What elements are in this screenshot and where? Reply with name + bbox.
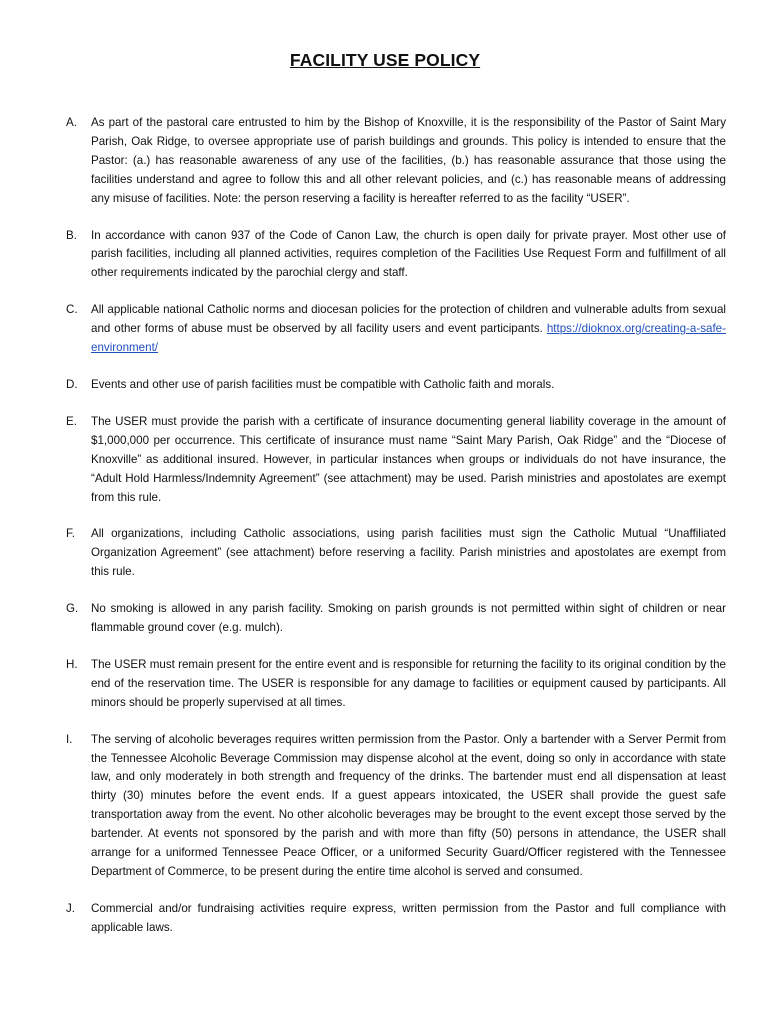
item-text: In accordance with canon 937 of the Code of Canon Law, the church is open daily for private prayer. Most other use of parish facilities, including all planned activities, requires completion of the Facilities Use Request Form and fulfillment of all other requirements indicated by the parochial clergy and staff. xyxy=(91,228,726,280)
policy-item-h xyxy=(66,656,726,713)
policy-item-i xyxy=(66,731,726,882)
policy-item-b xyxy=(66,227,726,284)
item-text: The USER must remain present for the entire event and is responsible for returning the facility to its original condition by the end of the reservation time. The USER is responsible for any damage to facilities or equipment caused by participants. All minors should be properly supervised at all times. xyxy=(91,657,726,709)
policy-item-j xyxy=(66,900,726,938)
policy-item-a xyxy=(66,114,726,209)
policy-item-c xyxy=(66,301,726,358)
safe-environment-link[interactable]: https://dioknox.org/creating-a-safe-environment/ xyxy=(91,322,726,355)
item-text: Events and other use of parish facilities must be compatible with Catholic faith and morals. xyxy=(91,377,555,391)
item-letter: B. xyxy=(66,228,77,242)
policy-item-f xyxy=(66,525,726,582)
item-letter: E. xyxy=(66,414,77,428)
item-text: The USER must provide the parish with a certificate of insurance documenting general liability coverage in the amount of $1,000,000 per occurrence. This certificate of insurance must name “Saint Mary Parish, Oak Ridge” and the “Diocese of Knoxville” as additional insured. However, in particular instances when groups or individuals do not have insurance, the “Adult Hold Harmless/Indemnity Agreement” (see attachment) may be used. Parish ministries and apostolates are exempt from this rule. xyxy=(91,414,726,504)
item-letter: D. xyxy=(66,377,78,391)
page-title: FACILITY USE POLICY xyxy=(289,50,481,70)
item-letter: G. xyxy=(66,602,79,616)
item-text: All organizations, including Catholic associations, using parish facilities must sign the Catholic Mutual “Unaffiliated Organization Agreement” (see attachment) before reserving a facility. Parish ministries and apostolates are exempt from this rule. xyxy=(91,527,726,579)
item-letter: A. xyxy=(66,116,77,129)
item-text: All applicable national Catholic norms and diocesan policies for the protection of children and vulnerable adults from sexual and other forms of abuse must be observed by all facility users and event participants. xyxy=(91,303,726,336)
item-text: As part of the pastoral care entrusted to him by the Bishop of Knoxville, it is the responsibility of the Pastor of Saint Mary Parish, Oak Ridge, to oversee appropriate use of parish buildings and grounds. This policy is intended to ensure that the Pastor: (a.) has reasonable awareness of any use of the facilities, (b.) has reasonable assurance that those using the facilities understand and agree to follow this and all other relevant policies, and (c.) has reasonable means of addressing any misuse of facilities. Note: the person reserving a facility is hereafter referred to as the facility “USER”. xyxy=(91,116,726,205)
policy-item-d xyxy=(66,376,726,395)
policy-item-g xyxy=(66,600,726,638)
item-letter: H. xyxy=(66,657,78,671)
policy-item-e xyxy=(66,413,726,508)
item-letter: I. xyxy=(66,732,73,746)
item-letter: J. xyxy=(66,901,76,915)
item-text: No smoking is allowed in any parish facility. Smoking on parish grounds is not permitted within sight of children or near flammable ground cover (e.g. mulch). xyxy=(91,602,726,635)
item-text: The serving of alcoholic beverages requires written permission from the Pastor. Only a bartender with a Server Permit from the Tennessee Alcoholic Beverage Commission may dispense alcohol at the event, doing so only in accordance with state law, and only moderately in both strength and frequency of the drinks. The bartender must end all dispensation at least thirty (30) minutes before the event ends. If a guest appears intoxicated, the USER shall provide the guest safe transportation away from the event. No other alcoholic beverages may be brought to the event except those served by the bartender. At events not sponsored by the parish and with more than fifty (50) persons in attendance, the USER shall arrange for a uniformed Tennessee Peace Officer, or a uniformed Security Guard/Officer registered with the Tennessee Department of Commerce, to be present during the entire time alcohol is served and consumed. xyxy=(91,732,726,878)
policy-list xyxy=(66,114,726,938)
item-letter: F. xyxy=(66,527,76,541)
item-letter: C. xyxy=(66,303,78,317)
item-text: Commercial and/or fundraising activities require express, written permission from the Pastor and full compliance with applicable laws. xyxy=(91,901,726,934)
